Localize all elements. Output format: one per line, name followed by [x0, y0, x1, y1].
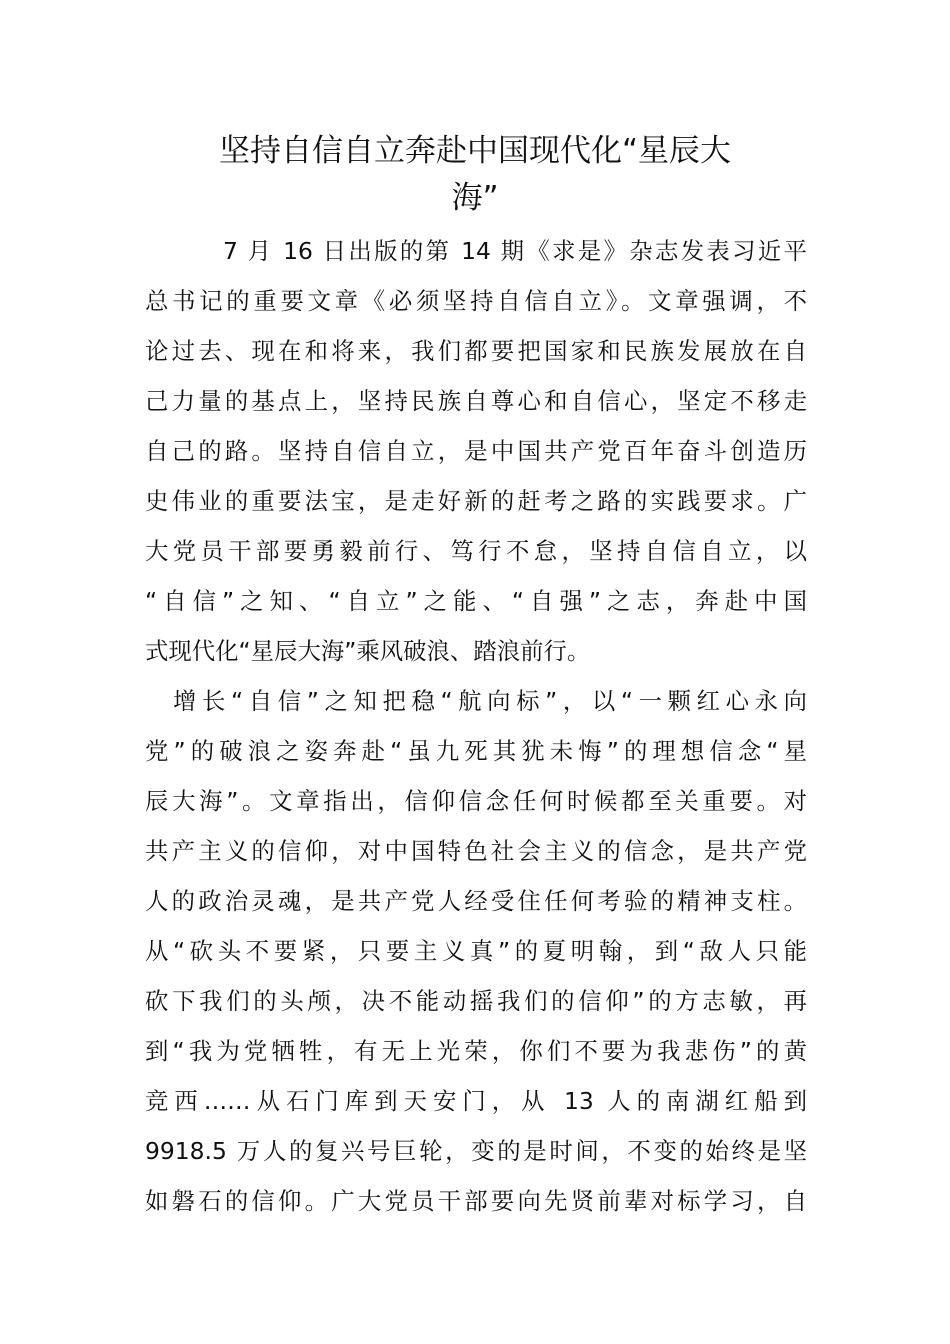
- paragraph-1-line: 论过去、现在和将来，我们都要把国家和民族发展放在自: [145, 337, 807, 365]
- paragraph-2-line: 人的政治灵魂，是共产党人经受住任何考验的精神支柱。: [145, 887, 807, 915]
- title-line: 坚持自信自立奔赴中国现代化“星辰大: [218, 133, 732, 169]
- paragraph-1-line: 自己的路。坚持自信自立，是中国共产党百年奋斗创造历: [145, 437, 807, 465]
- paragraph-1-line: 大党员干部要勇毅前行、笃行不怠，坚持自信自立，以: [145, 537, 807, 565]
- paragraph-1-line: 己力量的基点上，坚持民族自尊心和自信心，坚定不移走: [145, 387, 807, 415]
- paragraph-1-line: 总书记的重要文章《必须坚持自信自立》。文章强调，不: [145, 287, 807, 315]
- paragraph-1-line: “自信”之知、“自立”之能、“自强”之志，奔赴中国: [145, 587, 807, 615]
- document-title: [145, 128, 805, 222]
- paragraph-1-line: 史伟业的重要法宝，是走好新的赶考之路的实践要求。广: [145, 487, 807, 515]
- paragraph-2-line: 竞西……从石门库到天安门，从 13 人的南湖红船到: [145, 1087, 807, 1115]
- title-line: 海”: [451, 180, 499, 216]
- paragraph-2-line: 增长“自信”之知把稳“航向标”，以“一颗红心永向: [173, 687, 807, 715]
- paragraph-2-line: 从“砍头不要紧，只要主义真”的夏明翰，到“敌人只能: [145, 937, 807, 965]
- paragraph-2-line: 砍下我们的头颅，决不能动摇我们的信仰”的方志敏，再: [145, 987, 807, 1015]
- paragraph-2-line: 9918.5 万人的复兴号巨轮，变的是时间，不变的始终是坚: [145, 1137, 807, 1165]
- paragraph-2-line: 到“我为党牺牲，有无上光荣，你们不要为我悲伤”的黄: [145, 1037, 807, 1065]
- paragraph-1-line: 7 月 16 日出版的第 14 期《求是》杂志发表习近平: [223, 237, 807, 265]
- paragraph-2-line: 党”的破浪之姿奔赴“虽九死其犹未悔”的理想信念“星: [145, 737, 807, 765]
- paragraph-1-line: 式现代化“星辰大海”乘风破浪、踏浪前行。: [145, 637, 591, 665]
- paragraph-2-line: 共产主义的信仰，对中国特色社会主义的信念，是共产党: [145, 837, 807, 865]
- document-body: [145, 226, 807, 1226]
- paragraph-2-line: 如磐石的信仰。广大党员干部要向先贤前辈对标学习，自: [145, 1187, 807, 1215]
- paragraph-2-line: 辰大海”。文章指出，信仰信念任何时候都至关重要。对: [145, 787, 807, 815]
